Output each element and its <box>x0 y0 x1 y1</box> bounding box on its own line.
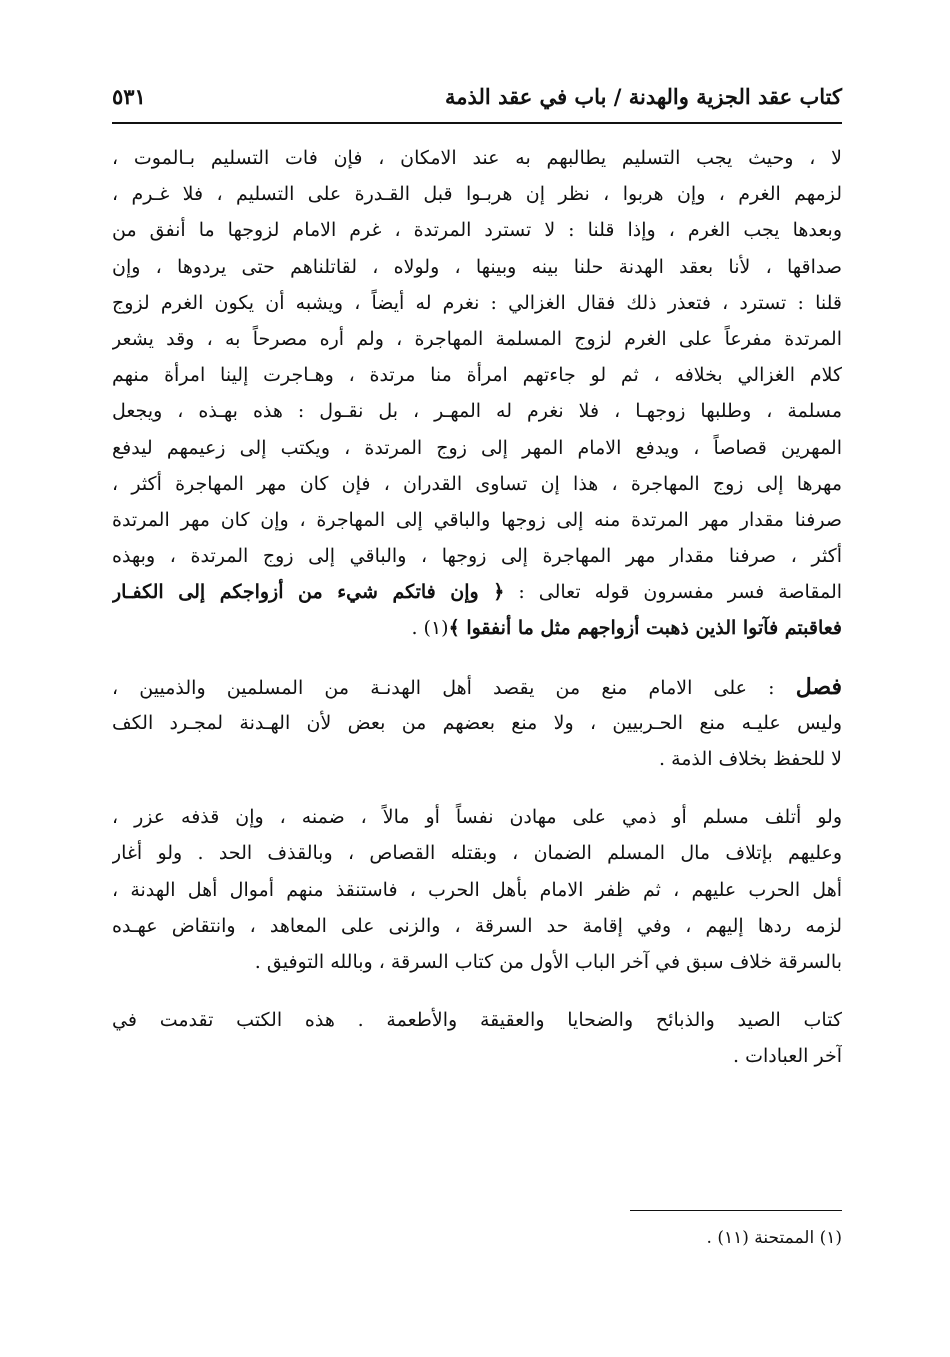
paragraph-line: كتاب الصيد والذبائح والضحايا والعقيقة والأطعمة . هذه الكتب تقدمت في <box>112 1009 842 1032</box>
paragraph-line: لا ، وحيث يجب التسليم يطالبهم به عند الامكان ، فإن فات التسليم بـالموت ، <box>112 147 842 169</box>
paragraph-line: آخر العبادات . <box>732 1045 842 1068</box>
paragraph-2 <box>112 669 842 778</box>
quran-verse-part-1: ﴿ وإن فاتكم شيء من أزواجكم إلى الكفـار <box>112 581 505 604</box>
page-header <box>112 84 842 114</box>
section-label: فصل <box>795 673 842 700</box>
paragraph-line: لزمه ردها إليهم ، وفي إقامة حد السرقة ، والزنى على المعاهد ، وانتقاض عهـده <box>112 914 842 937</box>
paragraph-3 <box>112 799 842 980</box>
footnote-rule <box>630 1210 842 1211</box>
footnote-reference: (١) . <box>411 617 449 640</box>
paragraph-line: المرتدة مفرعاً على الغرم لزوج المسلمة المهاجرة ، ولم أره مصرحاً به ، وقد يشعر <box>112 327 842 350</box>
paragraph-line: وبعدها يجب الغرم ، وإذا قلنا : لا تسترد المرتدة ، غرم الامام لزوجها ما أنفق من <box>112 219 842 242</box>
verse-intro: المقاصة فسر مفسرون قوله تعالى : <box>518 581 842 604</box>
quran-verse-part-2: فعاقبتم فآتوا الذين ذهبت أزواجهم مثل ما أنفقوا ﴾ <box>448 617 842 640</box>
paragraph-line: لزمهم الغرم ، وإن هربوا ، نظر إن هربـوا قبل القـدرة على التسليم ، فلا غـرم ، <box>112 183 842 206</box>
paragraph-line: أكثر ، صرفنا مقدار مهر المهاجرة إلى زوجها ، والباقي إلى زوج المرتدة ، وبهذه <box>112 545 842 568</box>
page-body <box>112 140 842 1075</box>
paragraph-line: بالسرقة خلاف سبق في آخر الباب الأول من كتاب السرقة ، وبالله التوفيق . <box>254 950 842 973</box>
paragraph-1 <box>112 140 842 647</box>
paragraph-line: ولو أتلف مسلم أو ذمي على مهادن نفساً أو مالاً ، ضمنه ، وإن قذفه عزر ، <box>112 806 842 829</box>
paragraph-line: مسلمة ، وطلبها زوجهـا ، فلا نغرم له المهـر ، بل نقـول : هذه بهـذه ، ويجعل <box>112 400 842 423</box>
paragraph-line: وعليهم بإتلاف مال المسلم الضمان ، وبقتله القصاص ، وبالقذف الحد . ولو أغار <box>112 842 842 865</box>
footnote: (١) الممتحنة (١١) . <box>706 1228 842 1248</box>
paragraph-line <box>112 574 842 610</box>
paragraph-line: وليس عليـه منع الحـربيين ، ولا منع بعضهم من بعض لأن الهـدنة لمجـرد الكف <box>112 711 842 734</box>
paragraph-line: المهرين قصاصاً ، ويدفع الامام المهر إلى زوج المرتدة ، ويكتب إلى زعيمهم ليدفع <box>112 436 842 459</box>
paragraph-line: مهرها إلى زوج المهاجرة ، هذا إن تساوى القدران ، فإن كان مهر المهاجرة أكثر ، <box>112 472 842 495</box>
paragraph-line: لا للحفظ بخلاف الذمة . <box>658 748 842 770</box>
paragraph-line: أهل الحرب عليهم ، ثم ظفر الامام بأهل الحرب ، فاستنقذ منهم أموال أهل الهدنة ، <box>112 878 842 901</box>
paragraph-4 <box>112 1002 842 1074</box>
paragraph-line: صرفنا مقدار مهر المرتدة منه إلى زوجها والباقي إلى المهاجرة ، وإن كان مهر المرتدة <box>112 508 842 531</box>
paragraph-line: قلنا : تسترد ، فتعذر ذلك فقال الغزالي : نغرم له أيضاً ، ويشبه أن يكون الغرم لزوج <box>112 291 842 314</box>
paragraph-line <box>112 610 842 646</box>
paragraph-line <box>112 669 842 705</box>
section-text: : على الامام منع من يقصد أهل الهدنـة من المسلمين والذميين ، <box>112 676 775 699</box>
running-title: كتاب عقد الجزية والهدنة / باب في عقد الذمة <box>445 84 842 109</box>
header-rule <box>112 122 842 124</box>
paragraph-line: كلام الغزالي بخلافه ، ثم لو جاءتهم امرأة منا مرتدة ، وهـاجرت إلينا امرأة منهم <box>112 364 842 387</box>
paragraph-line: صداقها ، لأنا بعقد الهدنة حلنا بينه وبينها ، ولولاه ، لقاتلناهم حتى يردوها ، وإن <box>112 255 842 278</box>
page-number: ٥٣١ <box>112 84 146 109</box>
